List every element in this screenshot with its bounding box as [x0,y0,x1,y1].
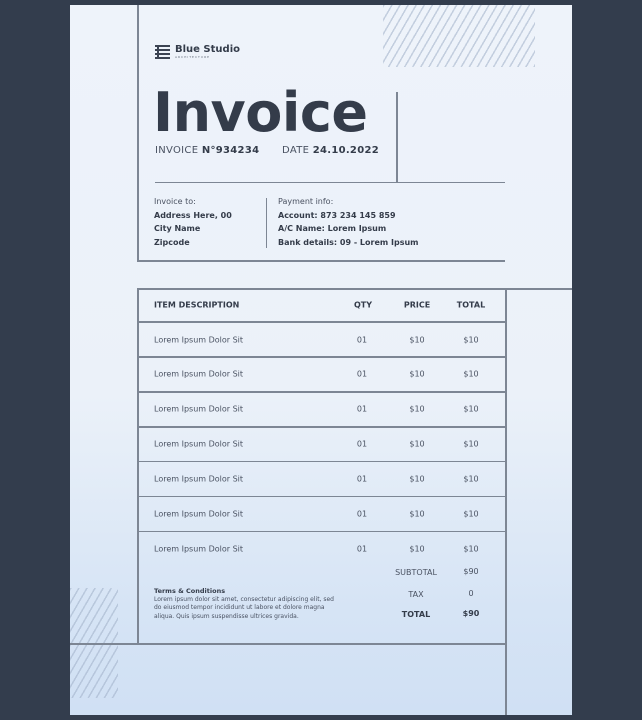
row-price: $10 [409,474,425,484]
row-total: $10 [463,369,479,379]
table-row [138,358,505,391]
payment-info-label: Payment info: [278,197,334,206]
row-description: Lorem Ipsum Dolor Sit [154,509,244,519]
table-row [138,497,505,530]
divider-left-top [137,5,139,261]
payment-info [278,195,419,249]
invoice-number-label: INVOICE [155,145,199,156]
terms-body: Lorem ipsum dolor sit amet, consectetur adipiscing elit, sed do eiusmod tempor incididunt ut labore et dolore magna aliqua. Quis ipsum suspendisse ultrices gravida. [154,595,334,620]
payment-bank-details: Bank details: 09 - Lorem Ipsum [278,237,419,247]
row-price: $10 [409,335,425,345]
row-qty: 01 [356,509,368,519]
table-row [138,532,505,565]
row-qty: 01 [356,335,368,345]
table-header-row [138,288,505,321]
brand-name: Blue Studio [175,44,240,55]
row-qty: 01 [356,544,368,554]
payment-account: Account: 873 234 145 859 [278,210,396,220]
row-description: Lorem Ipsum Dolor Sit [154,439,244,449]
divider-header-bottom [137,260,505,262]
invoice-date [282,145,379,156]
table-row [138,428,505,461]
row-total: $10 [463,474,479,484]
row-description: Lorem Ipsum Dolor Sit [154,335,244,345]
building-lines-icon [155,45,170,59]
row-price: $10 [409,439,425,449]
row-qty: 01 [356,439,368,449]
table-row [138,462,505,495]
divider-title-horizontal [155,182,505,183]
invoice-page [70,5,572,715]
items-table [138,288,505,566]
row-qty: 01 [356,474,368,484]
brand-tagline: ARCHITECTURE [175,55,211,59]
header-price: PRICE [403,300,431,310]
subtotal-value: $90 [463,567,479,576]
total-label: TOTAL [401,610,431,619]
divider-info-vertical [266,198,267,248]
page-title: Invoice [153,81,368,144]
payment-ac-name: A/C Name: Lorem Ipsum [278,224,387,233]
invoice-date-label: DATE [282,145,310,156]
tax-value: 0 [468,589,474,598]
billing-zip: Zipcode [154,237,190,247]
billing-city: City Name [154,224,201,233]
header-total: TOTAL [456,300,486,310]
terms-title: Terms & Conditions [154,587,226,595]
hatch-pattern-top [383,5,535,67]
invoice-number [155,145,259,156]
row-description: Lorem Ipsum Dolor Sit [154,404,244,414]
row-total: $10 [463,544,479,554]
table-row [138,393,505,426]
row-description: Lorem Ipsum Dolor Sit [154,369,244,379]
total-value: $90 [462,609,480,618]
invoice-to-label: Invoice to: [154,197,196,206]
tax-label: TAX [408,590,424,599]
table-row [138,323,505,356]
row-description: Lorem Ipsum Dolor Sit [154,544,244,554]
billing-info [154,195,232,249]
divider-title-vertical [396,92,398,183]
terms-and-conditions [154,587,334,621]
row-description: Lorem Ipsum Dolor Sit [154,474,244,484]
row-price: $10 [409,509,425,519]
row-qty: 01 [356,404,368,414]
divider-table-bottom [70,643,506,645]
row-qty: 01 [356,369,368,379]
header-description: ITEM DESCRIPTION [154,300,240,310]
row-price: $10 [409,369,425,379]
row-total: $10 [463,439,479,449]
row-total: $10 [463,404,479,414]
header-qty: QTY [354,300,373,310]
row-price: $10 [409,544,425,554]
divider-right-vertical [505,288,507,715]
billing-address: Address Here, 00 [154,210,232,220]
subtotal-label: SUBTOTAL [395,568,437,577]
invoice-number-value: N°934234 [201,145,260,156]
row-price: $10 [409,404,425,414]
row-total: $10 [463,509,479,519]
row-total: $10 [463,335,479,345]
invoice-date-value: 24.10.2022 [312,145,379,156]
brand-logo [155,45,240,59]
